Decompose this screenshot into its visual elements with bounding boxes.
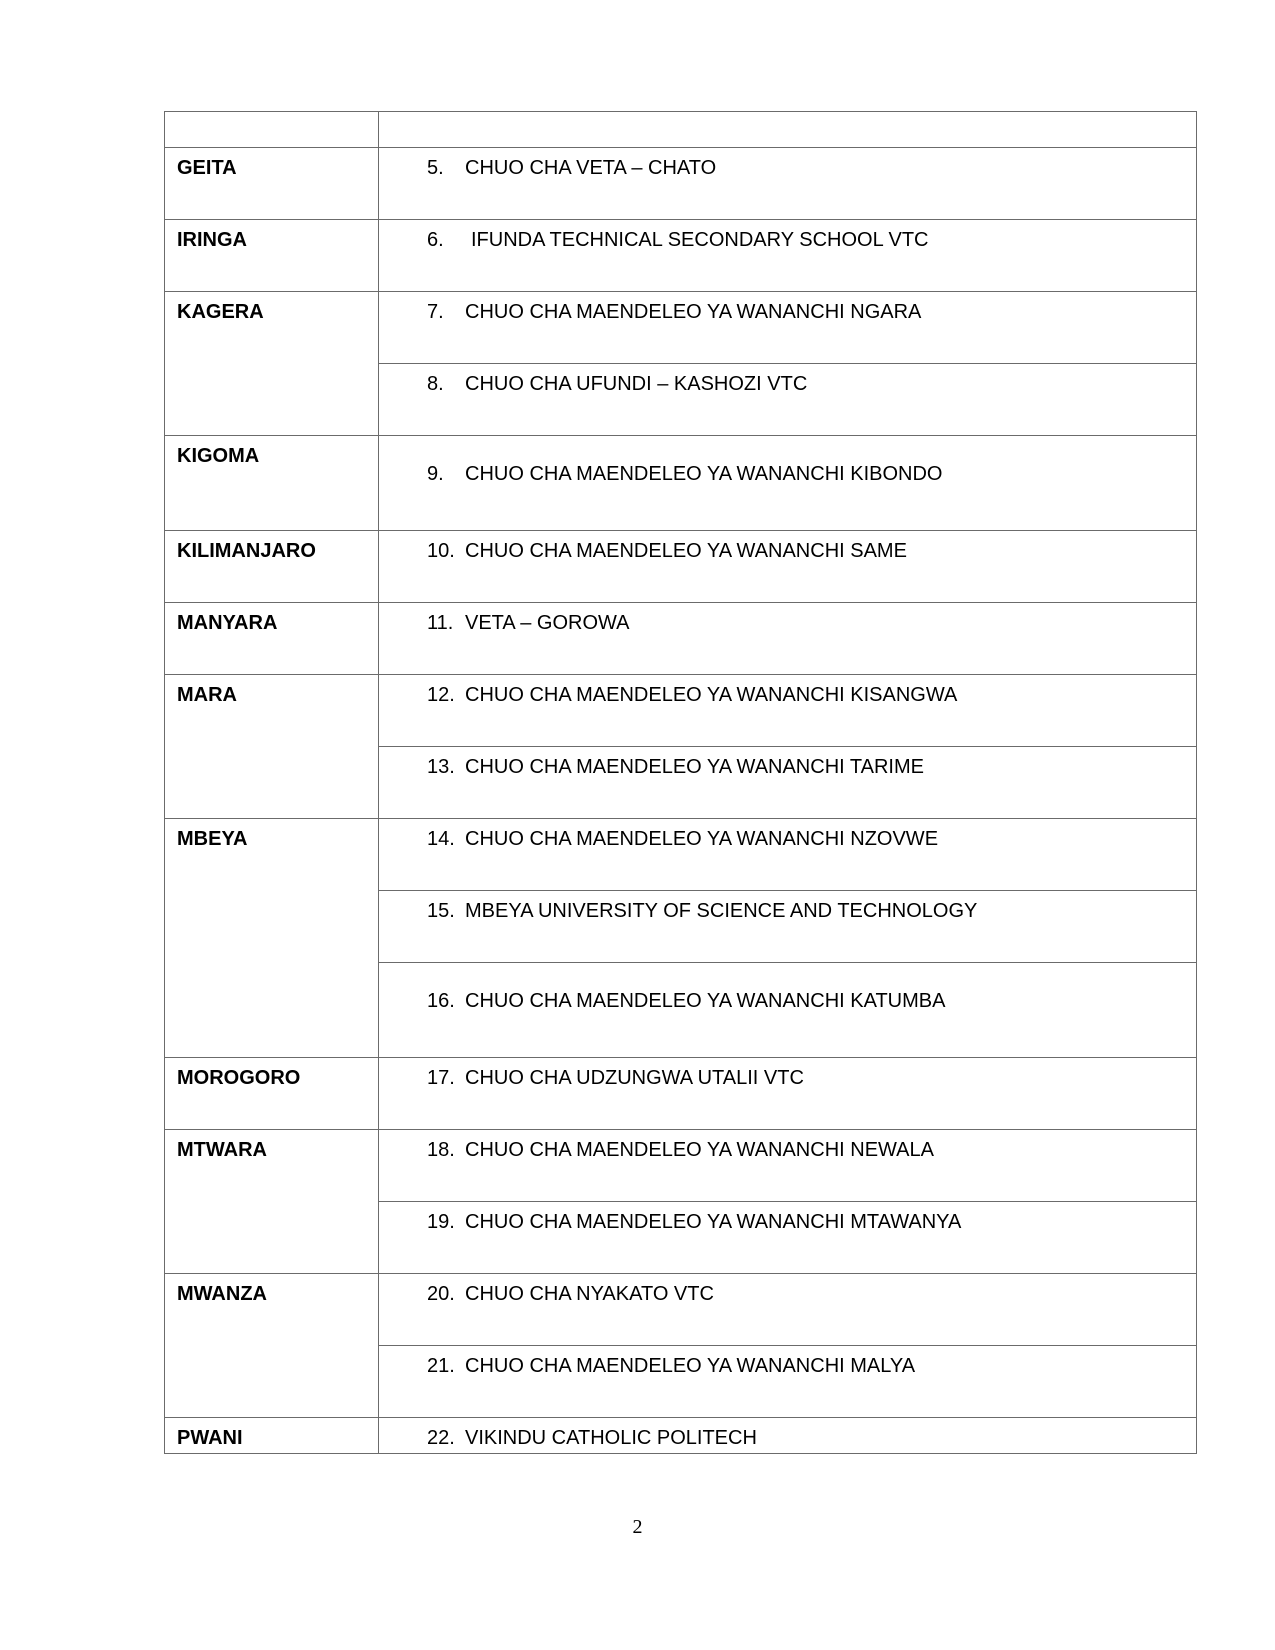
region-cell: GEITA bbox=[165, 148, 379, 220]
region-cell: KILIMANJARO bbox=[165, 531, 379, 603]
table-row bbox=[165, 531, 1197, 603]
institution-cell bbox=[379, 1202, 1197, 1274]
table-row bbox=[165, 292, 1197, 364]
institution-cell bbox=[379, 1274, 1197, 1346]
region-cell bbox=[165, 112, 379, 148]
institution-name: CHUO CHA MAENDELEO YA WANANCHI KIBONDO bbox=[465, 463, 943, 485]
page-number: 2 bbox=[632, 1516, 643, 1538]
item-number: 8. bbox=[427, 373, 444, 395]
region-cell: MBEYA bbox=[165, 819, 379, 1058]
institution-cell bbox=[379, 112, 1197, 148]
institution-name: CHUO CHA MAENDELEO YA WANANCHI NEWALA bbox=[465, 1139, 934, 1161]
institution-cell bbox=[379, 531, 1197, 603]
item-number: 6. bbox=[427, 229, 444, 251]
institution-name: CHUO CHA VETA – CHATO bbox=[465, 157, 717, 179]
item-number: 18. bbox=[427, 1139, 455, 1161]
item-number: 9. bbox=[427, 463, 444, 485]
item-number: 15. bbox=[427, 900, 455, 922]
institution-cell bbox=[379, 819, 1197, 891]
institution-cell bbox=[379, 292, 1197, 364]
table-row bbox=[165, 819, 1197, 891]
institution-name: VETA – GOROWA bbox=[465, 612, 630, 634]
institution-name: CHUO CHA MAENDELEO YA WANANCHI MALYA bbox=[465, 1355, 916, 1377]
table-row bbox=[165, 603, 1197, 675]
table-row bbox=[165, 1058, 1197, 1130]
region-cell: MARA bbox=[165, 675, 379, 819]
table-row bbox=[165, 436, 1197, 531]
institution-name: IFUNDA TECHNICAL SECONDARY SCHOOL VTC bbox=[471, 229, 929, 251]
institution-name: CHUO CHA UDZUNGWA UTALII VTC bbox=[465, 1067, 804, 1089]
region-cell: IRINGA bbox=[165, 220, 379, 292]
item-number: 12. bbox=[427, 684, 455, 706]
institution-cell bbox=[379, 603, 1197, 675]
region-cell: MANYARA bbox=[165, 603, 379, 675]
institution-cell bbox=[379, 891, 1197, 963]
institution-name: CHUO CHA MAENDELEO YA WANANCHI KISANGWA bbox=[465, 684, 958, 706]
institution-cell bbox=[379, 747, 1197, 819]
region-cell: MTWARA bbox=[165, 1130, 379, 1274]
table-row bbox=[165, 675, 1197, 747]
region-cell: KIGOMA bbox=[165, 436, 379, 531]
institution-name: CHUO CHA MAENDELEO YA WANANCHI NZOVWE bbox=[465, 828, 939, 850]
institution-cell bbox=[379, 1346, 1197, 1418]
institution-cell bbox=[379, 675, 1197, 747]
institution-cell bbox=[379, 436, 1197, 531]
institution-cell bbox=[379, 1058, 1197, 1130]
institution-name: CHUO CHA MAENDELEO YA WANANCHI KATUMBA bbox=[465, 990, 946, 1012]
item-number: 19. bbox=[427, 1211, 455, 1233]
institutions-table bbox=[164, 111, 1197, 1454]
institution-name: CHUO CHA UFUNDI – KASHOZI VTC bbox=[465, 373, 808, 395]
item-number: 14. bbox=[427, 828, 455, 850]
item-number: 5. bbox=[427, 157, 444, 179]
table-row bbox=[165, 1274, 1197, 1346]
institution-name: CHUO CHA NYAKATO VTC bbox=[465, 1283, 714, 1305]
region-cell: MWANZA bbox=[165, 1274, 379, 1418]
institution-cell bbox=[379, 220, 1197, 292]
institution-name: VIKINDU CATHOLIC POLITECH bbox=[465, 1427, 757, 1449]
region-cell: PWANI bbox=[165, 1418, 379, 1454]
table-row bbox=[165, 148, 1197, 220]
item-number: 21. bbox=[427, 1355, 455, 1377]
institution-name: CHUO CHA MAENDELEO YA WANANCHI TARIME bbox=[465, 756, 924, 778]
institution-name: CHUO CHA MAENDELEO YA WANANCHI SAME bbox=[465, 540, 907, 562]
item-number: 11. bbox=[427, 612, 454, 634]
region-cell: MOROGORO bbox=[165, 1058, 379, 1130]
institution-name: CHUO CHA MAENDELEO YA WANANCHI NGARA bbox=[465, 301, 922, 323]
table-row bbox=[165, 1130, 1197, 1202]
institution-cell bbox=[379, 1130, 1197, 1202]
item-number: 20. bbox=[427, 1283, 455, 1305]
item-number: 7. bbox=[427, 301, 444, 323]
item-number: 22. bbox=[427, 1427, 455, 1449]
institution-name: MBEYA UNIVERSITY OF SCIENCE AND TECHNOLOGY bbox=[465, 900, 978, 922]
table-row bbox=[165, 220, 1197, 292]
institution-cell bbox=[379, 364, 1197, 436]
item-number: 17. bbox=[427, 1067, 455, 1089]
item-number: 13. bbox=[427, 756, 455, 778]
region-cell: KAGERA bbox=[165, 292, 379, 436]
institution-cell bbox=[379, 1418, 1197, 1454]
institution-cell bbox=[379, 148, 1197, 220]
table-row bbox=[165, 112, 1197, 148]
table-row bbox=[165, 1418, 1197, 1454]
item-number: 16. bbox=[427, 990, 455, 1012]
institution-cell bbox=[379, 963, 1197, 1058]
item-number: 10. bbox=[427, 540, 455, 562]
institution-name: CHUO CHA MAENDELEO YA WANANCHI MTAWANYA bbox=[465, 1211, 962, 1233]
